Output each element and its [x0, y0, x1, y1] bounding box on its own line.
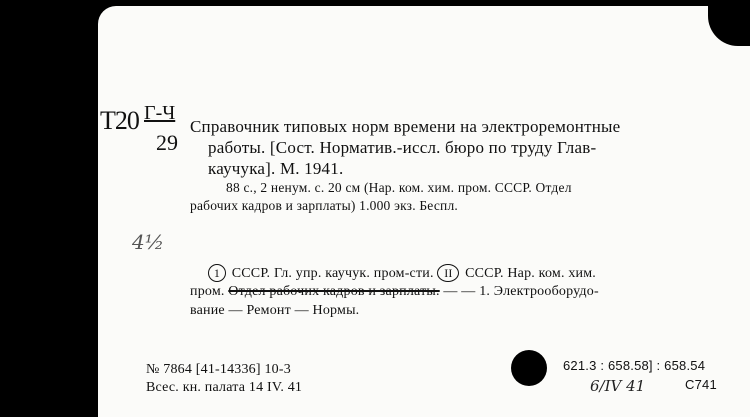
record-number: № 7864 [41-14336] 10-3 — [146, 362, 291, 377]
handwritten-date: 6/IV 41 — [590, 377, 646, 395]
title-line-1: Справочник типовых норм времени на электроремонтные — [190, 117, 621, 136]
tracings-line-1 — [208, 264, 596, 282]
catalog-card — [98, 6, 750, 417]
author-mark: С741 — [685, 377, 717, 392]
collation-line-1: 88 с., 2 ненум. с. 20 см (Нар. ком. хим. пром. СССР. Отдел — [226, 180, 572, 195]
book-chamber-date: Всес. кн. палата 14 IV. 41 — [146, 380, 303, 395]
call-number-prefix: Т20 — [100, 106, 139, 135]
tracing-line-2-start: пром. — [190, 284, 225, 299]
tracing-line-2-end: — — 1. Электрооборудо- — [443, 284, 599, 299]
tracing-subject-2: СССР. Нар. ком. хим. — [465, 266, 597, 281]
collation-line-2: рабочих кадров и зарплаты) 1.000 экз. Беспл. — [190, 198, 458, 213]
title-line-3: каучука]. М. 1941. — [208, 159, 344, 178]
tracing-marker-1: 1 — [208, 264, 226, 282]
classification-index: 621.3 : 658.58] : 658.54 — [563, 358, 706, 373]
call-number-top: Г-Ч — [144, 102, 176, 124]
tracings-line-3: вание — Ремонт — Нормы. — [190, 303, 360, 318]
tracings-line-2 — [190, 284, 599, 300]
tracing-marker-2: II — [437, 264, 459, 282]
title-line-2: работы. [Сост. Норматив.-иссл. бюро по труду Глав- — [208, 138, 597, 157]
handwritten-mark: 4½ — [132, 230, 165, 254]
call-number-bottom: 29 — [156, 130, 178, 155]
punch-hole — [511, 350, 547, 386]
tracing-subject-1: СССР. Гл. упр. каучук. пром-сти. — [231, 266, 434, 281]
tracing-struck-text: Отдел рабочих кадров и зарплаты. — [228, 284, 440, 299]
